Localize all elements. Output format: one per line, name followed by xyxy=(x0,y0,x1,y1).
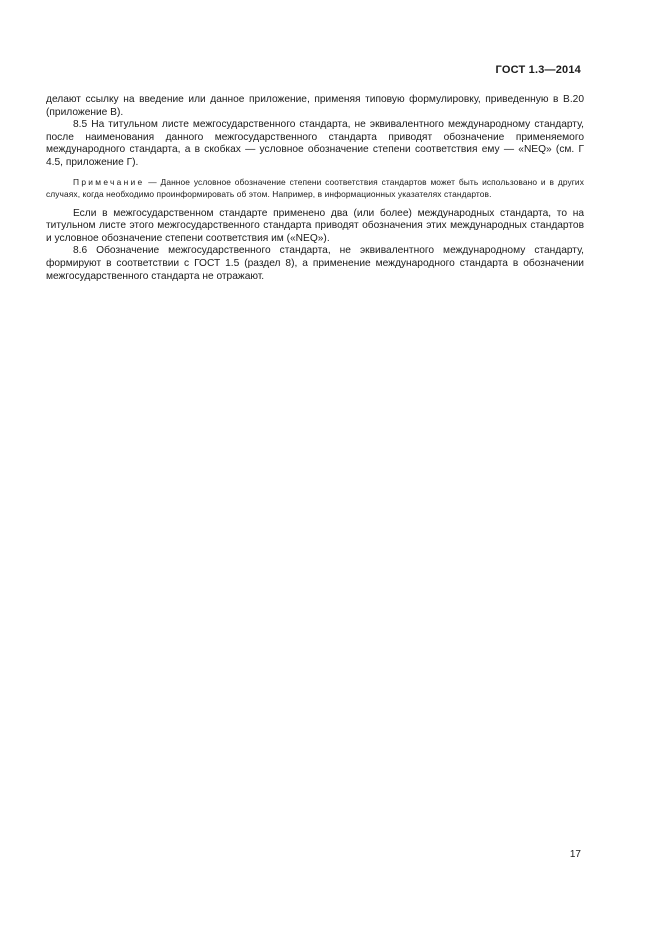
paragraph-multiple-standards: Если в межгосударственном стандарте применено два (или более) международных стандарта, то на титульном листе этого межгосударственного стандарта приводят обозначения этих международных стандартов и условное обозначение степени соответствия им («NEQ»). xyxy=(46,207,584,244)
document-header-id: ГОСТ 1.3—2014 xyxy=(495,64,581,76)
note-block xyxy=(46,176,584,200)
note-text: — Данное условное обозначение степени соответствия стандартов может быть использовано и в других случаях, когда необходимо проинформировать об этом. Например, в информационных указателях стандартов. xyxy=(46,176,584,199)
page-number: 17 xyxy=(569,849,581,860)
note-label: Примечание xyxy=(73,176,145,187)
paragraph-continuation: делают ссылку на введение или данное приложение, применяя типовую формулировку, приведенную в В.20 (приложение В). xyxy=(46,94,584,118)
paragraph-8-5: 8.5 На титульном листе межгосударственного стандарта, не эквивалентного международному стандарту, после наименования данного межгосударственного стандарта приводят обозначение применяемого международного стандарта, а в скобках — условное обозначение степени соответствия ему — «NEQ» (см. Г 4.5, приложение Г). xyxy=(46,119,584,168)
paragraph-8-6: 8.6 Обозначение межгосударственного стандарта, не эквивалентного международному стандарту, формируют в соответствии с ГОСТ 1.5 (раздел 8), а применение международного стандарта в обозначении межгосударственного стандарта не отражают. xyxy=(46,245,584,282)
document-body xyxy=(46,94,584,283)
